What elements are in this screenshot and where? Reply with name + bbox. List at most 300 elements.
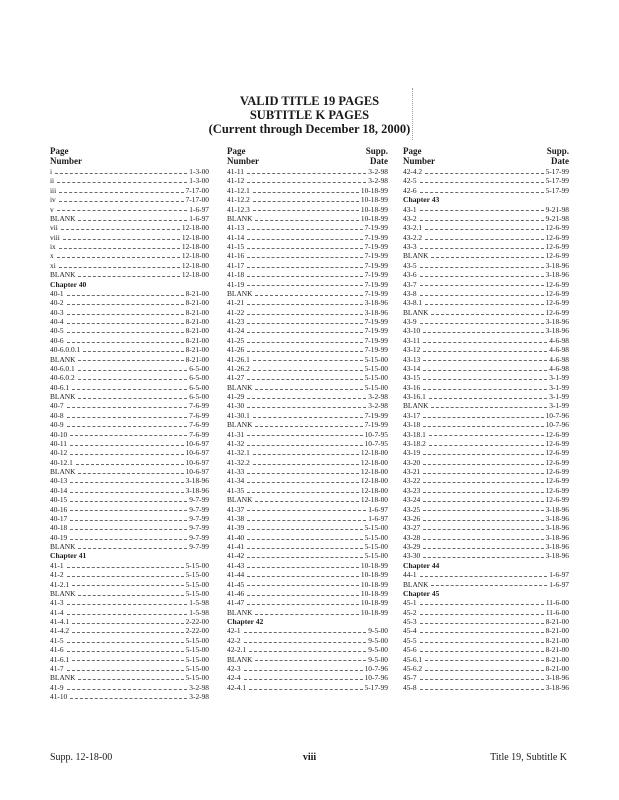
dot-leader [431, 407, 547, 408]
table-row [227, 289, 388, 298]
dot-leader [67, 651, 184, 652]
table-row [403, 664, 569, 673]
supp-date: 5-15-00 [185, 645, 209, 655]
supp-date: 7-19-99 [364, 410, 388, 420]
page-number: 41-6.1 [50, 654, 70, 664]
dot-leader [255, 501, 358, 502]
supp-date: 10-6-97 [185, 457, 209, 467]
supp-date: 10-7-95 [364, 438, 388, 448]
supp-date: 12-18-00 [181, 251, 209, 261]
supp-date: 5-15-00 [185, 560, 209, 570]
dot-leader [423, 360, 547, 361]
supp-date: 4-6-98 [549, 335, 569, 345]
table-row [50, 392, 209, 401]
dot-leader [72, 585, 184, 586]
dot-leader [72, 389, 187, 390]
table-row [227, 448, 388, 457]
page-number: BLANK [403, 251, 429, 261]
table-row [50, 242, 209, 251]
supp-date: 10-6-97 [185, 438, 209, 448]
supp-date: 5-15-00 [364, 354, 388, 364]
table-row [227, 430, 388, 439]
supp-date: 5-15-00 [364, 532, 388, 542]
page-number: 45-6 [403, 645, 417, 655]
dot-leader [423, 520, 543, 521]
table-row [227, 383, 388, 392]
dot-leader [423, 482, 543, 483]
page-number: 41-29 [227, 392, 245, 401]
dot-leader [67, 417, 188, 418]
dot-leader [247, 482, 359, 483]
page-number: 41-24 [227, 326, 245, 336]
dot-leader [420, 689, 544, 690]
page-number: BLANK [403, 579, 429, 589]
supp-date: 8-21-00 [545, 635, 569, 645]
supp-date: 3-18-96 [364, 307, 388, 317]
table-row [50, 420, 209, 429]
supp-date: 12-6-99 [545, 307, 569, 317]
table-row [403, 580, 569, 589]
table-row [403, 261, 569, 270]
page-number: 41-2.1 [50, 579, 70, 589]
table-row [50, 176, 209, 185]
dot-leader [423, 548, 543, 549]
page-number: 41-12 [227, 176, 245, 186]
supp-date: 8-21-00 [185, 354, 209, 364]
footer-page-number: viii [302, 752, 317, 763]
page-number: 43-21 [403, 467, 421, 476]
page-number: 41-42 [227, 551, 245, 561]
table-row [227, 533, 388, 542]
page-number: 40-17 [50, 513, 68, 523]
page-number: 41-18 [227, 270, 245, 280]
table-row [227, 355, 388, 364]
dot-leader [78, 220, 187, 221]
supp-date: 9-7-99 [189, 504, 209, 514]
page-number: 43-18.1 [403, 429, 426, 439]
table-row [50, 673, 209, 682]
page-number: 41-10 [50, 692, 68, 701]
table-row [403, 458, 569, 467]
table-row [227, 551, 388, 560]
supp-date: 10-18-99 [360, 607, 388, 617]
page-number: 41-12.3 [227, 204, 250, 214]
page-number: 43-22 [403, 476, 421, 486]
page-number: 41-7 [50, 663, 64, 673]
table-row [227, 167, 388, 176]
supp-date: 7-6-99 [189, 420, 209, 430]
page-number: 40-11 [50, 438, 67, 448]
supp-date: 8-21-00 [545, 626, 569, 636]
table-row [227, 683, 388, 692]
supp-date: 12-18-00 [360, 448, 388, 458]
table-row [227, 364, 388, 373]
page-number: iv [50, 195, 56, 205]
page-number: 41-19 [227, 279, 245, 289]
dot-leader [67, 407, 188, 408]
supp-date: 12-6-99 [545, 457, 569, 467]
supp-date: 9-7-99 [189, 513, 209, 523]
supp-date: 9-7-99 [189, 495, 209, 505]
dot-leader [70, 501, 187, 502]
table-row [403, 364, 569, 373]
supp-date: 3-18-96 [545, 532, 569, 542]
supp-date: 5-15-00 [364, 523, 388, 533]
page-number: 41-32.1 [227, 448, 250, 458]
supp-date: 10-6-97 [185, 467, 209, 476]
supp-date: 10-7-95 [364, 429, 388, 439]
supp-date: 8-21-00 [545, 645, 569, 655]
page-number: 40-8 [50, 410, 64, 420]
dot-leader [78, 379, 188, 380]
dot-leader [78, 370, 188, 371]
page-number: 43-8 [403, 288, 417, 298]
dot-leader [67, 689, 188, 690]
page-number: 43-15 [403, 373, 421, 383]
page-number: 40-2 [50, 298, 64, 308]
table-row [403, 242, 569, 251]
table-row [50, 664, 209, 673]
page-number: 43-17 [403, 410, 421, 420]
page-number: BLANK [50, 467, 76, 476]
page-number: 42-5 [403, 176, 417, 186]
supp-date: 7-17-00 [185, 195, 209, 205]
page-number: 42-4 [227, 673, 241, 683]
page-number: 45-7 [403, 673, 417, 683]
supp-date: 7-19-99 [364, 223, 388, 233]
column-3 [403, 147, 569, 692]
table-row [227, 514, 388, 523]
dot-leader [78, 276, 179, 277]
dot-leader [67, 604, 188, 605]
dot-leader [425, 660, 544, 661]
table-row [50, 233, 209, 242]
dot-leader [244, 642, 367, 643]
page-number: 40-1 [50, 288, 64, 298]
page-number: 43-11 [403, 335, 420, 345]
table-row [50, 683, 209, 692]
table-row [50, 570, 209, 579]
dot-leader [247, 342, 362, 343]
page-number: iii [50, 185, 57, 195]
supp-date: 4-6-98 [549, 345, 569, 355]
supp-date: 3-18-96 [545, 513, 569, 523]
table-row [50, 167, 209, 176]
supp-date: 3-1-99 [549, 392, 569, 401]
page-number: 40-6.0.0.1 [50, 345, 81, 355]
page-number: 42-1 [227, 626, 241, 636]
dot-leader [255, 389, 362, 390]
dot-leader [255, 426, 362, 427]
dot-leader [247, 492, 359, 493]
supp-date: 12-6-99 [545, 467, 569, 476]
page-number: BLANK [403, 401, 429, 411]
table-row [227, 186, 388, 195]
supp-date: 7-19-99 [364, 232, 388, 242]
table-row [227, 645, 388, 654]
table-row [50, 186, 209, 195]
table-row [403, 570, 569, 579]
supp-date: 9-5-00 [368, 654, 388, 664]
table-row [403, 383, 569, 392]
supp-date: 10-18-99 [360, 560, 388, 570]
supp-date: 5-15-00 [185, 579, 209, 589]
supp-date: 3-18-96 [545, 504, 569, 514]
supp-date: 3-18-96 [545, 260, 569, 270]
page-number: i [50, 167, 53, 176]
dot-leader [247, 267, 362, 268]
page-number: 40-3 [50, 307, 64, 317]
supp-date: 9-5-00 [368, 645, 388, 655]
supp-date: 5-17-99 [545, 185, 569, 195]
page-number: 41-22 [227, 307, 245, 317]
page-number: 45-8 [403, 682, 417, 692]
page-number: 41-32 [227, 438, 245, 448]
dot-leader [67, 567, 184, 568]
supp-date: 6-5-00 [189, 363, 209, 373]
chapter-heading: Chapter 45 [403, 588, 440, 598]
table-row [227, 251, 388, 260]
supp-date: 12-6-99 [545, 495, 569, 505]
page-number: 43-16.1 [403, 392, 426, 401]
dot-leader [420, 295, 544, 296]
supp-date: 4-6-98 [549, 363, 569, 373]
dot-leader [253, 360, 363, 361]
supp-date: 10-18-99 [360, 598, 388, 608]
table-row [227, 261, 388, 270]
supp-date: 7-19-99 [364, 326, 388, 336]
table-row [403, 636, 569, 645]
dot-leader [247, 445, 362, 446]
chapter-heading: Chapter 40 [50, 279, 87, 289]
supp-date: 5-15-00 [364, 363, 388, 373]
dot-leader [247, 323, 362, 324]
supp-date: 3-1-99 [549, 373, 569, 383]
table-row [50, 317, 209, 326]
column-1 [50, 147, 209, 701]
page-number: 45-5 [403, 635, 417, 645]
table-row [227, 280, 388, 289]
table-row [403, 336, 569, 345]
supp-date: 3-18-96 [545, 673, 569, 683]
page-number: 43-7 [403, 279, 417, 289]
table-row [403, 523, 569, 532]
page-number: 42-6 [403, 185, 417, 195]
supp-date: 3-18-96 [364, 298, 388, 308]
dot-leader [247, 510, 366, 511]
page-number: 41-46 [227, 588, 245, 598]
table-row [50, 636, 209, 645]
dot-leader [253, 370, 363, 371]
supp-date: 7-19-99 [364, 260, 388, 270]
table-row [50, 561, 209, 570]
footer-title: Title 19, Subtitle K [490, 752, 567, 763]
dot-leader [420, 248, 544, 249]
table-row [227, 317, 388, 326]
table-row [403, 345, 569, 354]
table-row [403, 186, 569, 195]
table-row [50, 411, 209, 420]
table-row [50, 205, 209, 214]
dot-leader [247, 314, 362, 315]
supp-date: 3-18-96 [545, 270, 569, 280]
table-row [50, 345, 209, 354]
supp-date: 10-18-99 [360, 195, 388, 205]
table-row [227, 176, 388, 185]
supp-date: 8-21-00 [545, 617, 569, 626]
supp-date: 10-7-96 [364, 673, 388, 683]
supp-date: 12-6-99 [545, 232, 569, 242]
dot-leader [423, 370, 547, 371]
dot-leader [253, 464, 359, 465]
supp-date: 10-18-99 [360, 213, 388, 223]
table-row [403, 176, 569, 185]
page-number: BLANK [227, 654, 253, 664]
table-row [403, 551, 569, 560]
page-number: 40-6 [50, 335, 64, 345]
table-row [227, 392, 388, 401]
table-row [227, 242, 388, 251]
dot-leader [247, 539, 362, 540]
table-row [50, 476, 209, 485]
page-number: 45-4 [403, 626, 417, 636]
page-number: 41-26.2 [227, 363, 250, 373]
table-row [50, 505, 209, 514]
supp-date: 8-21-00 [185, 335, 209, 345]
page-number: 43-1 [403, 204, 417, 214]
table-row [50, 514, 209, 523]
table-row [50, 326, 209, 335]
supp-date: 12-18-00 [181, 242, 209, 251]
table-row [50, 589, 209, 598]
page-number: 41-35 [227, 485, 245, 495]
page-number: 41-16 [227, 251, 245, 261]
dot-leader [247, 351, 362, 352]
dot-leader [423, 529, 543, 530]
dot-leader [249, 651, 366, 652]
page-number: 41-44 [227, 570, 245, 580]
dot-leader [423, 473, 543, 474]
supp-date: 8-21-00 [185, 298, 209, 308]
page-number: 43-16 [403, 382, 421, 392]
supp-date: 12-6-99 [545, 438, 569, 448]
dot-leader [247, 473, 359, 474]
page-number: 41-40 [227, 532, 245, 542]
supp-date: 8-21-00 [545, 663, 569, 673]
table-row [403, 317, 569, 326]
supp-date: 9-21-98 [545, 213, 569, 223]
dot-leader [72, 632, 184, 633]
table-row [227, 373, 388, 382]
dot-leader [70, 510, 187, 511]
dot-leader [70, 454, 183, 455]
page-number: BLANK [50, 542, 76, 551]
page-number: 40-10 [50, 429, 68, 439]
dot-leader [70, 529, 187, 530]
table-row [403, 401, 569, 410]
page-number: 41-33 [227, 467, 245, 476]
dot-leader [247, 585, 359, 586]
table-row [227, 439, 388, 448]
supp-date: 9-7-99 [189, 542, 209, 551]
table-row [227, 195, 388, 204]
dot-leader [247, 576, 359, 577]
supp-date: 7-19-99 [364, 420, 388, 430]
table-row [50, 439, 209, 448]
dot-leader [425, 239, 544, 240]
table-row [227, 401, 388, 410]
page-number: 41-13 [227, 223, 245, 233]
table-row [227, 589, 388, 598]
dot-leader [67, 426, 188, 427]
supp-date: 7-19-99 [364, 317, 388, 326]
table-row [227, 233, 388, 242]
supp-date: 9-5-00 [368, 626, 388, 636]
table-row [403, 411, 569, 420]
dot-leader [420, 604, 544, 605]
dot-leader [429, 445, 544, 446]
supp-date: 8-21-00 [185, 326, 209, 336]
dot-leader [244, 670, 363, 671]
supp-date: 2-22-00 [185, 617, 209, 626]
table-row [227, 467, 388, 476]
dot-leader [423, 426, 543, 427]
page-number: 40-7 [50, 401, 64, 411]
page-number: 43-29 [403, 542, 421, 551]
supp-date: 8-21-00 [185, 307, 209, 317]
dot-leader [420, 276, 544, 277]
supp-date: 5-15-00 [364, 542, 388, 551]
page-number: 41-25 [227, 335, 245, 345]
dot-leader [67, 323, 184, 324]
page-title-line-3: (Current through December 18, 2000) [208, 122, 411, 136]
table-row [50, 308, 209, 317]
supp-date: 7-6-99 [189, 410, 209, 420]
page-number: 43-10 [403, 326, 421, 336]
page-number: 41-27 [227, 373, 245, 383]
dot-leader [59, 192, 183, 193]
table-row [227, 345, 388, 354]
dot-leader [420, 679, 544, 680]
table-row [227, 608, 388, 617]
table-row [50, 486, 209, 495]
table-row [50, 223, 209, 232]
dot-leader [253, 417, 363, 418]
dot-leader [57, 210, 188, 211]
dot-leader [59, 267, 180, 268]
table-row [227, 664, 388, 673]
supp-date: 12-18-00 [360, 495, 388, 505]
supp-date: 5-15-00 [185, 673, 209, 683]
dot-leader [247, 398, 366, 399]
dot-leader [423, 464, 543, 465]
table-row [403, 214, 569, 223]
dot-leader [247, 257, 362, 258]
page-number: 43-28 [403, 532, 421, 542]
supp-date: 12-18-00 [360, 467, 388, 476]
supp-date: 12-6-99 [545, 251, 569, 261]
supp-date: 10-7-96 [545, 410, 569, 420]
supp-date: 10-18-99 [360, 579, 388, 589]
supp-date: 6-5-00 [189, 392, 209, 401]
dot-leader [67, 670, 184, 671]
supp-date: 9-7-99 [189, 523, 209, 533]
supp-date: 10-7-96 [545, 420, 569, 430]
table-row [50, 523, 209, 532]
dot-leader [255, 660, 366, 661]
page-number: 43-2 [403, 213, 417, 223]
header-supp: Supp. [365, 146, 388, 156]
